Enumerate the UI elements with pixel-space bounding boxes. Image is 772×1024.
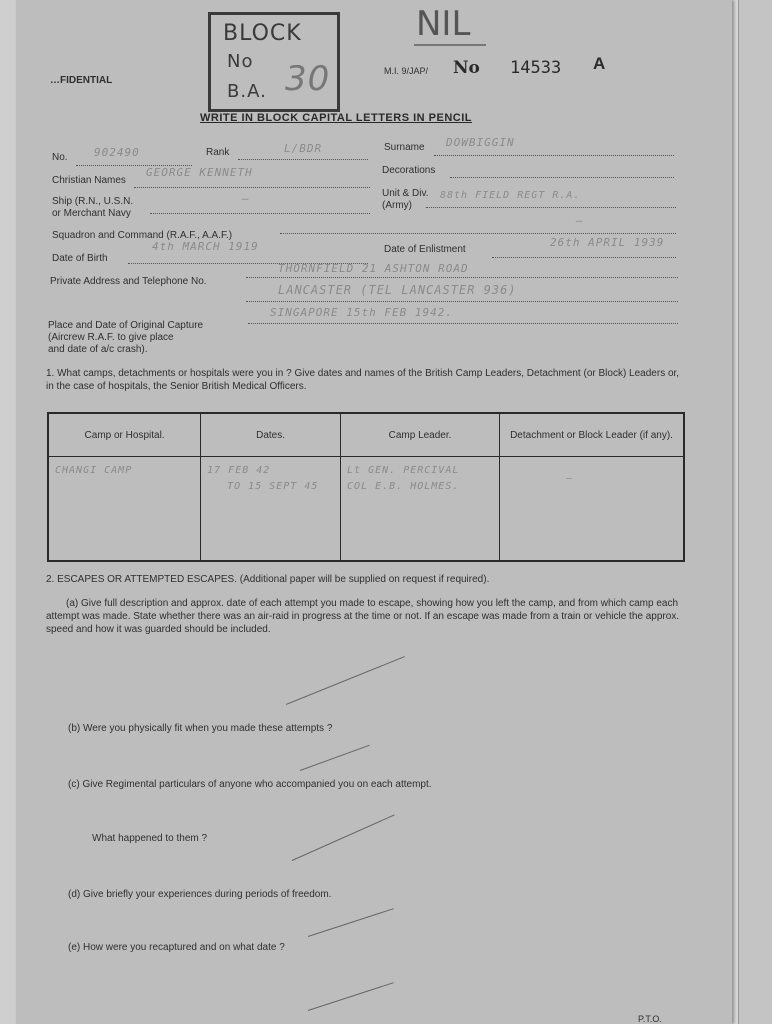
rank-value: L/BDR <box>284 142 323 155</box>
surname-label: Surname <box>384 142 425 153</box>
enlistment-value: 26th APRIL 1939 <box>550 236 665 249</box>
confidential-label: …FIDENTIAL <box>50 75 113 86</box>
answer-stroke-a <box>286 656 405 705</box>
unit-label-2: (Army) <box>382 200 412 211</box>
cell-dates: 17 FEB 42 TO 15 SEPT 45 <box>201 457 341 562</box>
ref-prefix: M.I. 9/JAP/ <box>384 66 429 76</box>
stamp-block-number: 30 <box>285 59 331 99</box>
header-camp-leader: Camp Leader. <box>341 413 500 457</box>
stamp-ba-label: B.A. <box>227 81 267 102</box>
back-sheet-edge <box>738 0 772 1024</box>
christian-names-value: GEORGE KENNETH <box>146 166 253 179</box>
ref-number: 14533 <box>510 58 562 78</box>
question-2c-followup: What happened to them ? <box>92 833 208 844</box>
christian-names-label: Christian Names <box>52 175 126 186</box>
unit-value: 88th FIELD REGT R.A. <box>440 190 581 201</box>
ship-label-2: or Merchant Navy <box>52 208 131 219</box>
header-dates: Dates. <box>201 413 341 457</box>
squadron-value: — <box>576 214 584 227</box>
header-camp: Camp or Hospital. <box>48 413 201 457</box>
form-instruction: WRITE IN BLOCK CAPITAL LETTERS IN PENCIL <box>200 112 472 124</box>
capture-label-2: (Aircrew R.A.F. to give place <box>48 332 174 343</box>
answer-stroke-e <box>308 982 394 1011</box>
address-line-1: THORNFIELD 21 ASHTON ROAD <box>278 262 469 275</box>
cell-camp: CHANGI CAMP <box>48 457 201 562</box>
squadron-label: Squadron and Command (R.A.F., A.A.F.) <box>52 230 233 241</box>
ref-suffix: A <box>593 54 606 73</box>
capture-value: SINGAPORE 15th FEB 1942. <box>270 306 453 319</box>
answer-stroke-d <box>308 908 394 937</box>
question-1: 1. What camps, detachments or hospitals were you in ? Give dates and names of the British Camp Leaders, Detachment (or Block) Leaders or, in the case of hospitals, the Senior British Medical Officers. <box>46 368 680 392</box>
question-2-title: 2. ESCAPES OR ATTEMPTED ESCAPES. (Additional paper will be supplied on request if required). <box>46 574 490 585</box>
answer-stroke-b <box>300 745 370 771</box>
cell-camp-leader: Lt GEN. PERCIVAL COL E.B. HOLMES. <box>341 457 500 562</box>
cell-block-leader: — <box>500 457 684 562</box>
no-value: 902490 <box>94 146 140 159</box>
stamp-no-label: No <box>227 51 254 72</box>
address-line-2: LANCASTER (TEL LANCASTER 936) <box>278 283 517 297</box>
surname-value: DOWBIGGIN <box>446 136 515 149</box>
address-label: Private Address and Telephone No. <box>50 276 207 287</box>
unit-label: Unit & Div. <box>382 188 429 199</box>
question-2d: (d) Give briefly your experiences during periods of freedom. <box>68 889 332 900</box>
ship-value: — <box>242 192 250 205</box>
ref-no-label: No <box>453 58 480 78</box>
no-label: No. <box>52 152 68 163</box>
block-stamp <box>208 12 340 112</box>
header-block-leader: Detachment or Block Leader (if any). <box>500 413 684 457</box>
nil-underline <box>414 44 486 46</box>
stamp-block-label: BLOCK <box>223 21 302 46</box>
ship-label: Ship (R.N., U.S.N. <box>52 196 134 207</box>
camp-table <box>47 412 685 562</box>
form-page <box>16 0 732 1024</box>
table-row <box>48 457 684 562</box>
question-2a: (a) Give full description and approx. date of each attempt you made to escape, showing how you left the camp, and from which camp each attempt was made. State whether there was an air-raid in progress at the time or not. If an escape was made from a train or vehicle the approx. speed and how it was guarded should be included. <box>46 598 680 635</box>
question-2b: (b) Were you physically fit when you made these attempts ? <box>68 723 333 734</box>
question-2e: (e) How were you recaptured and on what date ? <box>68 942 285 953</box>
capture-label-3: and date of a/c crash). <box>48 344 148 355</box>
rank-label: Rank <box>206 147 230 158</box>
pto-label: P.T.O. <box>638 1014 662 1024</box>
nil-note: NIL <box>416 4 471 44</box>
dob-label: Date of Birth <box>52 253 108 264</box>
dob-value: 4th MARCH 1919 <box>152 240 259 253</box>
enlistment-label: Date of Enlistment <box>384 244 466 255</box>
question-2c: (c) Give Regimental particulars of anyone who accompanied you on each attempt. <box>68 779 432 790</box>
capture-label: Place and Date of Original Capture <box>48 320 204 331</box>
decorations-label: Decorations <box>382 165 436 176</box>
answer-stroke-c <box>292 814 395 860</box>
